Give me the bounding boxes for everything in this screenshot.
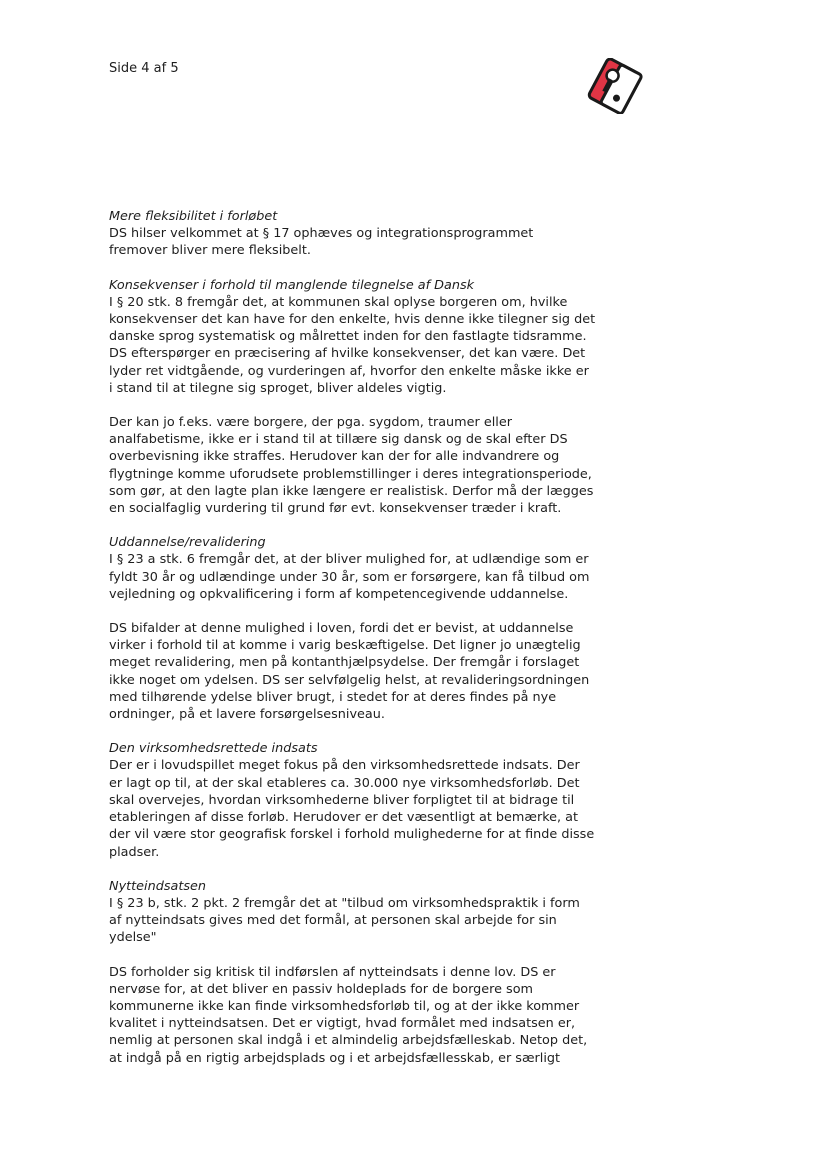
page-number: Side 4 af 5 [109, 61, 179, 76]
section-konsekvenser [109, 277, 649, 518]
section-nytteindsats [109, 878, 649, 1067]
text-line: DS bifalder at denne mulighed i loven, fordi det er bevist, at uddannelse [109, 621, 574, 637]
text-line: Der er i lovudspillet meget fokus på den virksomhedsrettede indsats. Der [109, 758, 580, 774]
text-line: meget revalidering, men på kontanthjælpsydelse. Der fremgår i forslaget [109, 655, 580, 671]
text-line: I § 23 b, stk. 2 pkt. 2 fremgår det at "tilbud om virksomhedspraktik i form [109, 895, 580, 911]
paragraph [109, 294, 649, 397]
section-heading: Den virksomhedsrettede indsats [109, 741, 318, 757]
paragraph [109, 551, 649, 603]
text-line: overbevisning ikke straffes. Herudover kan der for alle indvandrere og [109, 449, 560, 465]
paragraph [109, 414, 649, 517]
paragraph [109, 225, 649, 259]
text-line: virker i forhold til at komme i varig beskæftigelse. Det ligner jo unægtelig [109, 638, 581, 654]
text-line: lyder ret vidtgående, og vurderingen af, hvorfor den enkelte måske ikke er [109, 363, 589, 379]
text-line: nervøse for, at det bliver en passiv holdeplads for de borgere som [109, 981, 534, 997]
text-line: konsekvenser det kan have for den enkelte, hvis denne ikke tilegner sig det [109, 312, 596, 328]
document-body [109, 208, 649, 1084]
text-line: i stand til at tilegne sig sproget, bliver aldeles vigtig. [109, 380, 447, 396]
section-heading: Nytteindsatsen [109, 878, 207, 894]
text-line: etableringen af disse forløb. Herudover er det væsentligt at bemærke, at [109, 810, 579, 826]
text-line: med tilhørende ydelse bliver brugt, i stedet for at deres findes på nye [109, 689, 557, 705]
text-line: DS hilser velkommet at § 17 ophæves og integrationsprogrammet [109, 226, 534, 242]
text-line: I § 20 stk. 8 fremgår det, at kommunen skal oplyse borgeren om, hvilke [109, 294, 568, 310]
section-heading: Konsekvenser i forhold til manglende tilegnelse af Dansk [109, 277, 475, 293]
paragraph [109, 964, 649, 1067]
section-fleksibilitet [109, 208, 649, 260]
text-line: skal overvejes, hvordan virksomhederne bliver forpligtet til at bidrage til [109, 792, 575, 808]
paragraph [109, 757, 649, 860]
ds-logo-icon [584, 58, 646, 114]
text-line: der vil være stor geografisk forskel i forhold mulighederne for at finde disse [109, 827, 595, 843]
paragraph [109, 895, 649, 947]
text-line: nemlig at personen skal indgå i et almindelig arbejdsfælleskab. Netop det, [109, 1033, 588, 1049]
text-line: vejledning og opkvalificering i form af kompetencegivende uddannelse. [109, 586, 569, 602]
text-line: at indgå på en rigtig arbejdsplads og i et arbejdsfællesskab, er særligt [109, 1050, 561, 1066]
text-line: analfabetisme, ikke er i stand til at tillære sig dansk og de skal efter DS [109, 432, 568, 448]
text-line: en socialfaglig vurdering til grund før evt. konsekvenser træder i kraft. [109, 501, 562, 517]
section-virksomhed [109, 740, 649, 860]
text-line: DS forholder sig kritisk til indførslen af nytteindsats i denne lov. DS er [109, 964, 556, 980]
text-line: af nytteindsats gives med det formål, at personen skal arbejde for sin [109, 913, 557, 929]
text-line: er lagt op til, at der skal etableres ca. 30.000 nye virksomhedsforløb. Det [109, 775, 580, 791]
text-line: fyldt 30 år og udlændinge under 30 år, som er forsørgere, kan få tilbud om [109, 569, 590, 585]
text-line: ordninger, på et lavere forsørgelsesniveau. [109, 707, 385, 723]
text-line: ikke noget om ydelsen. DS ser selvfølgelig helst, at revalideringsordningen [109, 672, 590, 688]
text-line: som gør, at den lagte plan ikke længere er realistisk. Derfor må der lægges [109, 483, 594, 499]
paragraph [109, 620, 649, 723]
text-line: danske sprog systematisk og målrettet inden for den fastlagte tidsramme. [109, 329, 587, 345]
text-line: DS efterspørger en præcisering af hvilke konsekvenser, det kan være. Det [109, 346, 586, 362]
text-line: I § 23 a stk. 6 fremgår det, at der bliver mulighed for, at udlændige som er [109, 552, 589, 568]
text-line: kommunerne ikke kan finde virksomhedsforløb til, og at der ikke kommer [109, 998, 580, 1014]
text-line: flygtninge komme uforudsete problemstillinger i deres integrationsperiode, [109, 466, 592, 482]
text-line: pladser. [109, 844, 160, 860]
section-heading: Uddannelse/revalidering [109, 535, 266, 551]
text-line: kvalitet i nytteindsatsen. Det er vigtigt, hvad formålet med indsatsen er, [109, 1016, 576, 1032]
section-heading: Mere fleksibilitet i forløbet [109, 209, 278, 224]
section-uddannelse [109, 534, 649, 723]
text-line: fremover bliver mere fleksibelt. [109, 243, 311, 259]
text-line: ydelse" [109, 930, 157, 946]
text-line: Der kan jo f.eks. være borgere, der pga. sygdom, traumer eller [109, 415, 512, 431]
